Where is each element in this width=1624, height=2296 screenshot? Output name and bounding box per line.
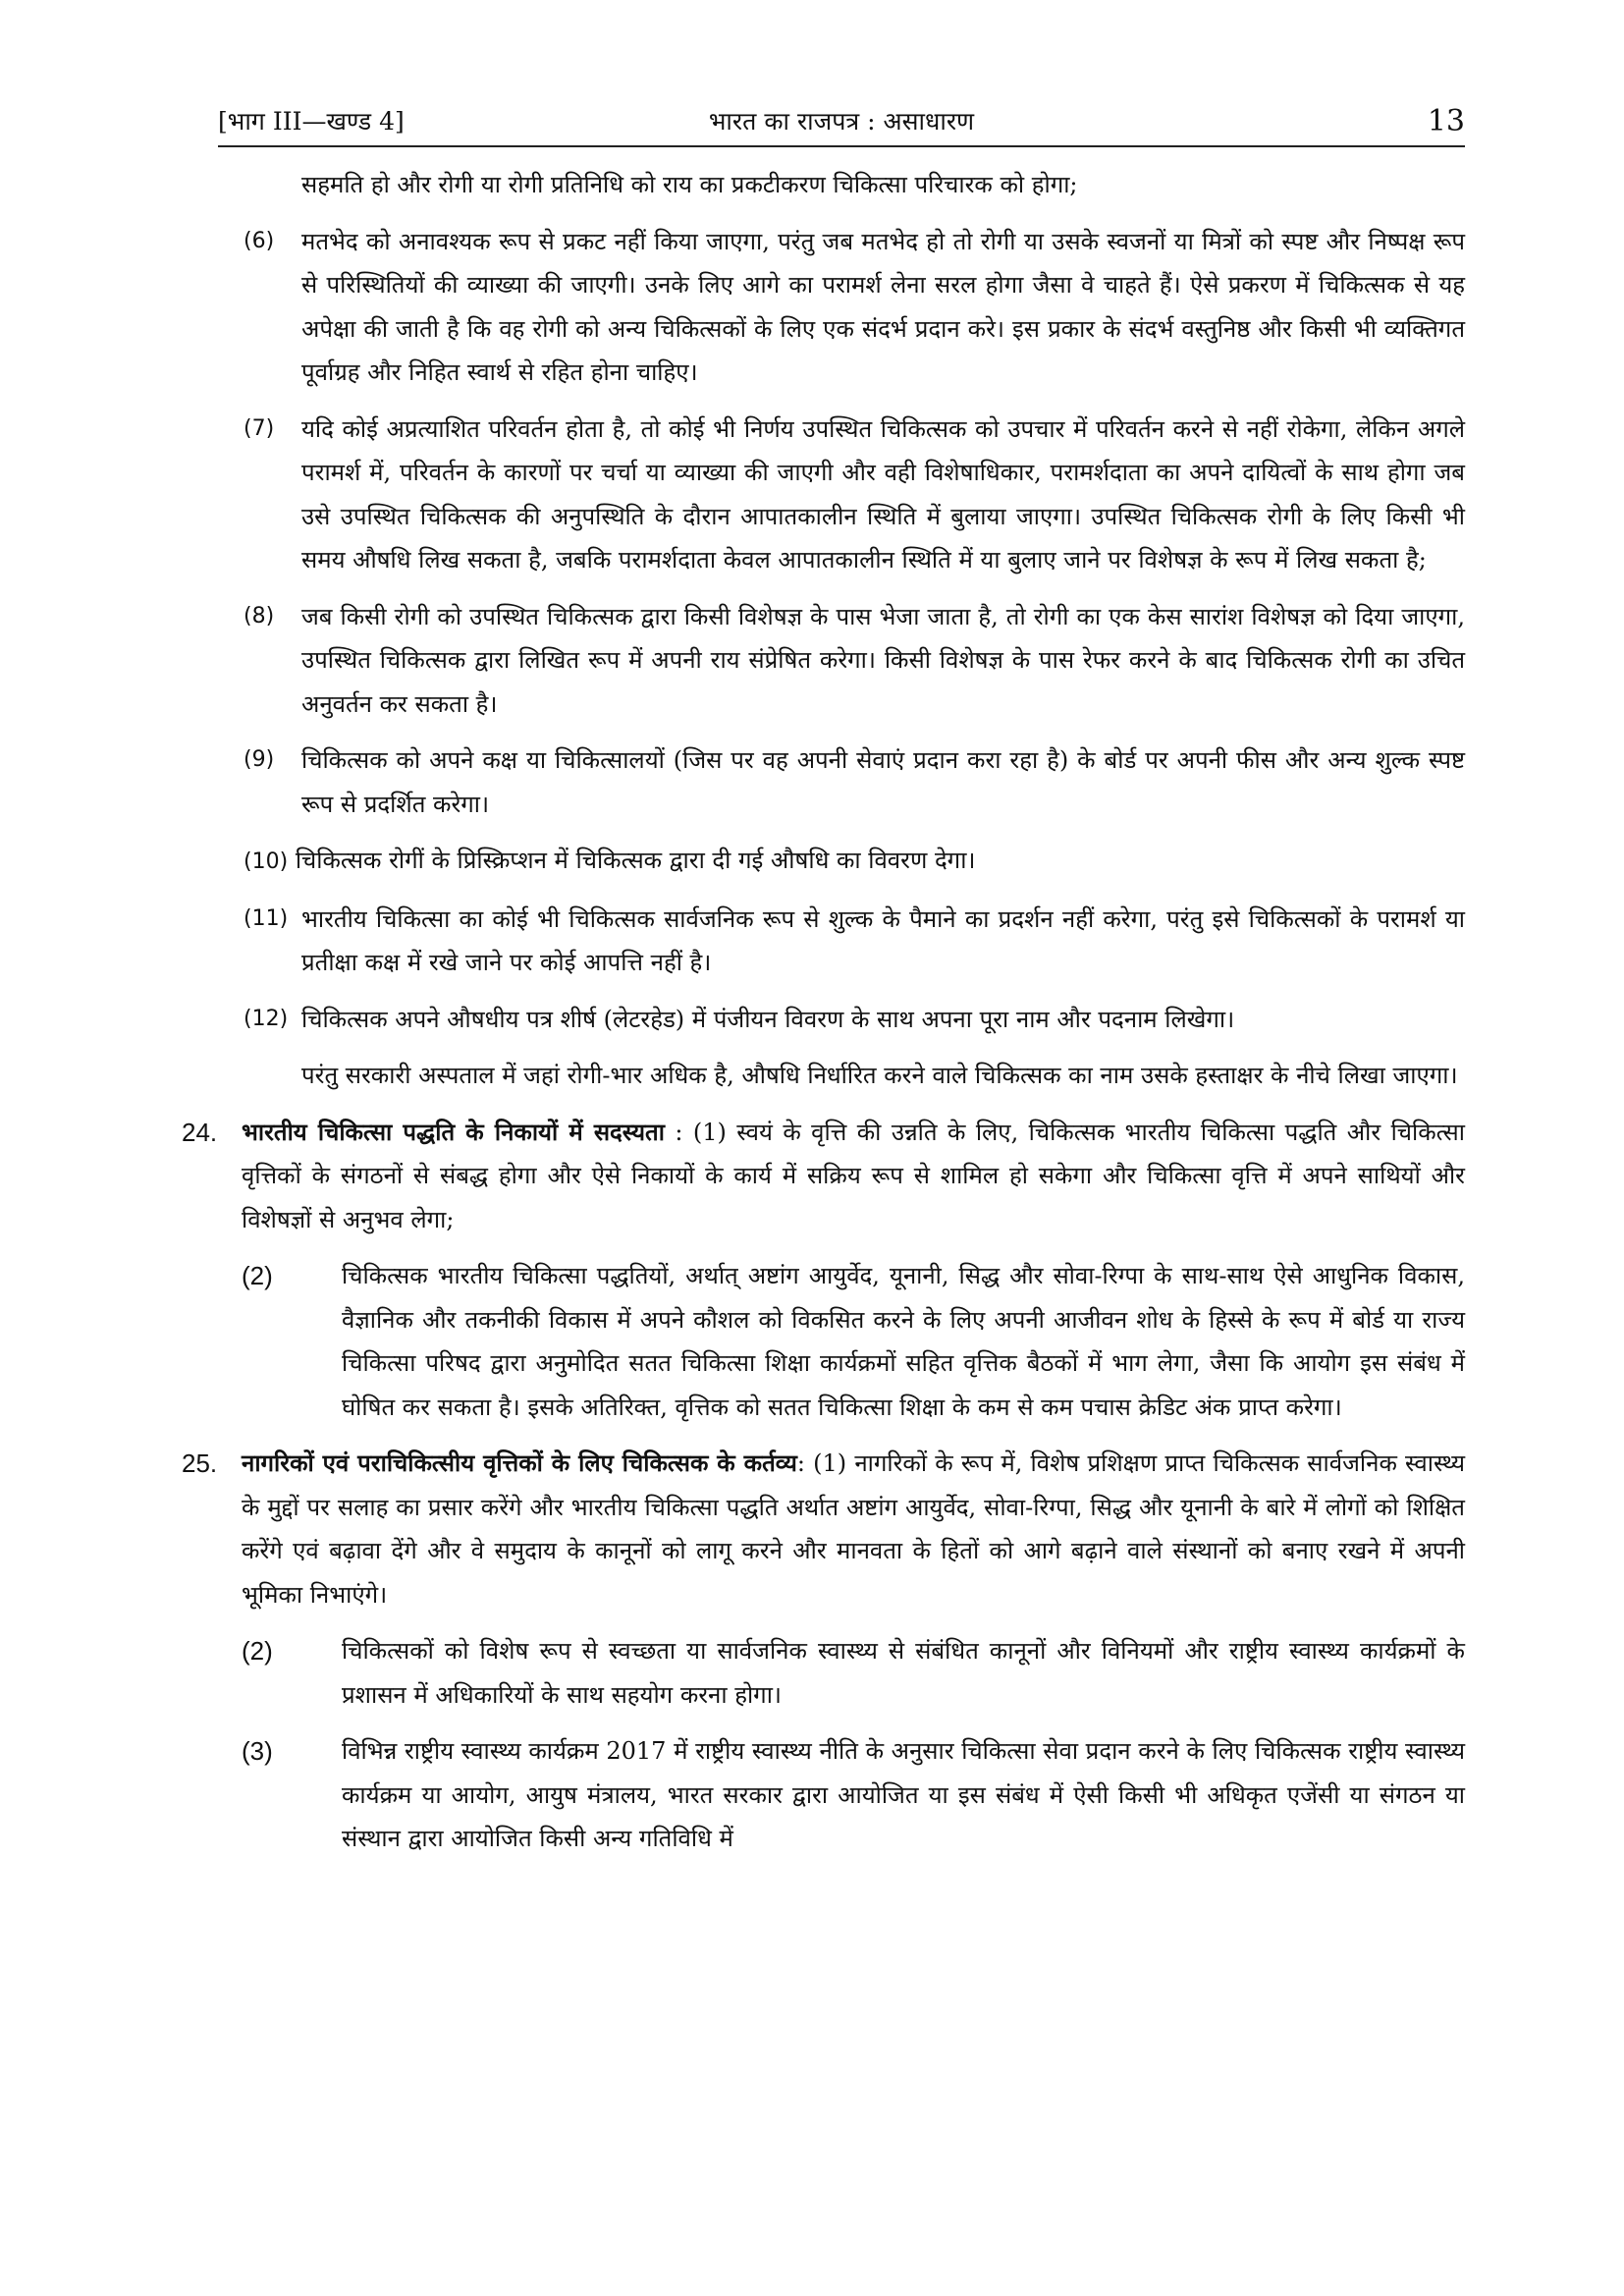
clause-text: मतभेद को अनावश्यक रूप से प्रकट नहीं किया जाएगा, परंतु जब मतभेद हो तो रोगी या उसके स्वजनों या मित्रों को स्पष्ट और निष्पक्ष रूप से परिस्थितियों की व्याख्या की जाएगी। उनके लिए आगे का परामर्श लेना सरल होगा जैसा वे चाहते हैं। ऐसे प्रकरण में चिकित्सक से यह अपेक्षा की जाती है कि वह रोगी को अन्य चिकित्सकों के लिए एक संदर्भ प्रदान करे। इस प्रकार के संदर्भ वस्तुनिष्ठ और किसी भी व्यक्तिगत पूर्वाग्रह और निहित स्वार्थ से रहित होना चाहिए। bbox=[301, 227, 1465, 386]
clause-text: चिकित्सक अपने औषधीय पत्र शीर्ष (लेटरहेड) में पंजीयन विवरण के साथ अपना पूरा नाम और पदनाम लिखेगा। bbox=[301, 1005, 1235, 1033]
clause-text: भारतीय चिकित्सा का कोई भी चिकित्सक सार्वजनिक रूप से शुल्क के पैमाने का प्रदर्शन नहीं करेगा, परंतु इसे चिकित्सकों के परामर्श या प्रतीक्षा कक्ष में रखे जाने पर कोई आपत्ति नहीं है। bbox=[301, 904, 1465, 976]
clause-continuation bbox=[218, 163, 1465, 207]
page-body bbox=[182, 163, 1466, 1874]
clause-number: (6) bbox=[244, 228, 275, 253]
section-text: : (1) स्वयं के वृत्ति की उन्नति के लिए, चिकित्सक भारतीय चिकित्सा पद्धति और चिकित्सा वृत्तिकों के संगठनों से संबद्ध होगा और ऐसे निकायों के कार्य में सक्रिय रूप से शामिल हो सकेगा और चिकित्सा वृत्ति में अपने साथियों और विशेषज्ञों से अनुभव लेगा; bbox=[242, 1118, 1465, 1233]
header-part-label: [भाग III—खण्ड 4] bbox=[218, 107, 405, 136]
clause-number: (2) bbox=[242, 1636, 273, 1666]
clause-6 bbox=[218, 220, 1465, 395]
section-25-clause-2 bbox=[218, 1629, 1465, 1717]
clause-text: चिकित्सकों को विशेष रूप से स्वच्छता या सार्वजनिक स्वास्थ्य से संबंधित कानूनों और विनियमों और राष्ट्रीय स्वास्थ्य कार्यक्रमों के प्रशासन में अधिकारियों के साथ सहयोग करना होगा। bbox=[342, 1637, 1465, 1709]
proviso-text: परंतु सरकारी अस्पताल में जहां रोगी-भार अधिक है, औषधि निर्धारित करने वाले चिकित्सक का नाम उसके हस्ताक्षर के नीचे लिखा जाएगा। bbox=[301, 1062, 1458, 1089]
clause-text: विभिन्न राष्ट्रीय स्वास्थ्य कार्यक्रम 2017 में राष्ट्रीय स्वास्थ्य नीति के अनुसार चिकित्सा सेवा प्रदान करने के लिए चिकित्सक राष्ट्रीय स्वास्थ्य कार्यक्रम या आयोग, आयुष मंत्रालय, भारत सरकार द्वारा आयोजित या इस संबंध में ऐसी किसी भी अधिकृत एजेंसी या संगठन या संस्थान द्वारा आयोजित किसी अन्य गतिविधि में bbox=[342, 1737, 1465, 1852]
clause-text: सहमति हो और रोगी या रोगी प्रतिनिधि को राय का प्रकटीकरण चिकित्सा परिचारक को होगा; bbox=[301, 171, 1078, 198]
section-25-clause-3 bbox=[218, 1729, 1465, 1861]
clause-7 bbox=[218, 408, 1465, 582]
clause-text: चिकित्सक रोगीं के प्रिस्क्रिप्शन में चिकित्सक द्वारा दी गई औषधि का विवरण देगा। bbox=[295, 847, 976, 874]
header-gazette-title: भारत का राजपत्र : असाधारण bbox=[708, 107, 975, 136]
clause-number: (8) bbox=[244, 603, 275, 629]
clause-number: (2) bbox=[242, 1261, 273, 1290]
clause-text: चिकित्सक भारतीय चिकित्सा पद्धतियों, अर्थात् अष्टांग आयुर्वेद, यूनानी, सिद्ध और सोवा-रिग्पा के साथ-साथ ऐसे आधुनिक विकास, वैज्ञानिक और तकनीकी विकास में अपने कौशल को विकसित करने के लिए अपनी आजीवन शोध के हिस्से के रूप में बोर्ड या राज्य चिकित्सा परिषद द्वारा अनुमोदित सतत चिकित्सा शिक्षा कार्यक्रमों सहित वृत्तिक बैठकों में भाग लेगा, जैसा कि आयोग इस संबंध में घोषित कर सकता है। इसके अतिरिक्त, वृत्तिक को सतत चिकित्सा शिक्षा के कम से कम पचास क्रेडिट अंक प्राप्त करेगा। bbox=[342, 1262, 1465, 1421]
section-24-clause-2 bbox=[218, 1254, 1465, 1429]
clause-number: (7) bbox=[244, 415, 275, 441]
section-number: 25. bbox=[182, 1449, 218, 1478]
clause-number: (10) bbox=[244, 849, 289, 874]
clause-text: चिकित्सक को अपने कक्ष या चिकित्सालयों (जिस पर वह अपनी सेवाएं प्रदान करा रहा है) के बोर्ड पर अपनी फीस और अन्य शुल्क स्पष्ट रूप से प्रदर्शित करेगा। bbox=[301, 746, 1465, 818]
clause-number: (3) bbox=[242, 1736, 273, 1766]
clause-text: यदि कोई अप्रत्याशित परिवर्तन होता है, तो कोई भी निर्णय उपस्थित चिकित्सक को उपचार में परिवर्तन करने से नहीं रोकेगा, लेकिन अगले परामर्श में, परिवर्तन के कारणों पर चर्चा या व्याख्या की जाएगी और वही विशेषाधिकार, परामर्शदाता का अपने दायित्वों के साथ होगा जब उसे उपस्थित चिकित्सक की अनुपस्थिति के दौरान आपातकालीन स्थिति में बुलाया जाएगा। उपस्थित चिकित्सक रोगी के लिए किसी भी समय औषधि लिख सकता है, जबकि परामर्शदाता केवल आपातकालीन स्थिति में या बुलाए जाने पर विशेषज्ञ के रूप में लिख सकता है; bbox=[301, 414, 1465, 574]
section-number: 24. bbox=[182, 1117, 218, 1147]
clause-number: (9) bbox=[244, 747, 275, 772]
header-rule bbox=[218, 145, 1465, 147]
clause-10 bbox=[218, 839, 1465, 885]
section-text: : (1) नागरिकों के रूप में, विशेष प्रशिक्षण प्राप्त चिकित्सक सार्वजनिक स्वास्थ्य के मुद्दों पर सलाह का प्रसार करेंगे और भारतीय चिकित्सा पद्धति अर्थात अष्टांग आयुर्वेद, सोवा-रिग्पा, सिद्ध और यूनानी के बारे में लोगों को शिक्षित करेंगे एवं बढ़ावा देंगे और वे समुदाय के कानूनों को लागू करने और मानवता के हितों को आगे बढ़ाने वाले संस्थानों को बनाए रखने में अपनी भूमिका निभाएंगे। bbox=[242, 1449, 1466, 1609]
clause-11 bbox=[218, 898, 1465, 985]
proviso bbox=[218, 1054, 1465, 1098]
section-heading: भारतीय चिकित्सा पद्धति के निकायों में सदस्यता bbox=[242, 1117, 665, 1146]
clause-9 bbox=[218, 738, 1465, 826]
page-header bbox=[218, 102, 1465, 141]
clause-12 bbox=[218, 998, 1465, 1042]
clause-number: (12) bbox=[244, 1006, 289, 1031]
clause-8 bbox=[218, 595, 1465, 727]
clause-number: (11) bbox=[244, 905, 289, 931]
section-25 bbox=[182, 1442, 1466, 1616]
page-number: 13 bbox=[1427, 104, 1465, 138]
section-24 bbox=[182, 1111, 1465, 1242]
section-heading: नागरिकों एवं पराचिकित्सीय वृत्तिकों के लिए चिकित्सक के कर्तव्य bbox=[242, 1449, 797, 1477]
clause-text: जब किसी रोगी को उपस्थित चिकित्सक द्वारा किसी विशेषज्ञ के पास भेजा जाता है, तो रोगी का एक केस सारांश विशेषज्ञ को दिया जाएगा, उपस्थित चिकित्सक द्वारा लिखित रूप में अपनी राय संप्रेषित करेगा। किसी विशेषज्ञ के पास रेफर करने के बाद चिकित्सक रोगी का उचित अनुवर्तन कर सकता है। bbox=[301, 602, 1465, 718]
